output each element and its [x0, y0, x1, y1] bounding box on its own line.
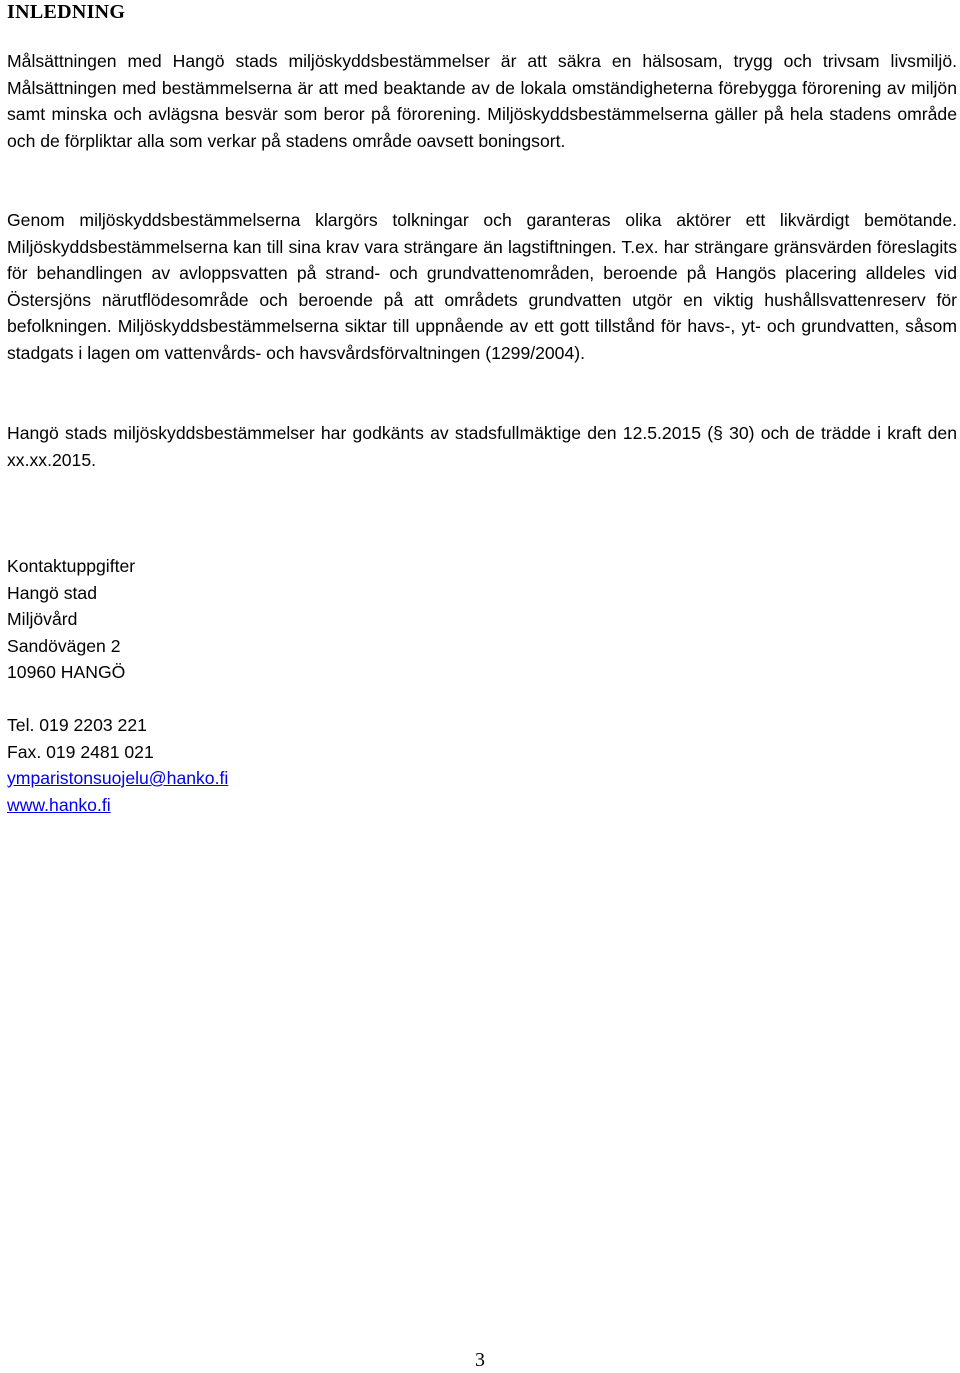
email-link[interactable]: ymparistonsuojelu@hanko.fi	[7, 768, 229, 788]
contact-fax: Fax. 019 2481 021	[7, 741, 154, 762]
contact-postal: 10960 HANGÖ	[7, 662, 126, 682]
contact-title: Kontaktuppgifter	[7, 556, 136, 576]
contact-organization: Hangö stad	[7, 582, 97, 603]
paragraph-interpretation: Genom miljöskyddsbestämmelserna klargörs tolkningar och garanteras olika aktörer ett likvärdigt bemötande. Miljöskyddsbestämmelserna kan till sina krav vara strängare än lagstiftningen. T.ex. har strängare gränsvärden föreslagits för behandlingen av avloppsvatten på strand- och grundvattenområden, beroende på Hangös placering alldeles vid Östersjöns närutflödesområde och beroende på att områdets grundvatten utgör en viktig hushållsvattenreserv för befolkningen. Miljöskyddsbestämmelserna siktar till uppnående av ett gott tillstånd för havs-, yt- och grundvatten, såsom stadgats i lagen om vattenvårds- och havsvårdsförvaltningen (1299/2004).	[7, 210, 957, 363]
paragraph-purpose: Målsättningen med Hangö stads miljöskyddsbestämmelser är att säkra en hälsosam, trygg och trivsam livsmiljö. Målsättningen med bestämmelserna är att med beaktande av de lokala omständigheterna förebygga förorening av miljön samt minska och avlägsna besvär som beror på förorening. Miljöskyddsbestämmelserna gäller på hela stadens område och de förpliktar alla som verkar på stadens område oavsett boningsort.	[7, 51, 957, 151]
contact-block	[7, 553, 228, 818]
page-number: 3	[475, 1349, 485, 1371]
contact-department: Miljövård	[7, 609, 78, 629]
contact-street: Sandövägen 2	[7, 635, 121, 656]
paragraph-approval: Hangö stads miljöskyddsbestämmelser har godkänts av stadsfullmäktige den 12.5.2015 (§ 30) och de trädde i kraft den xx.xx.2015.	[7, 423, 957, 470]
contact-phone: Tel. 019 2203 221	[7, 715, 147, 735]
contact-spacer	[7, 686, 228, 713]
section-heading: INLEDNING	[7, 1, 126, 23]
website-link[interactable]: www.hanko.fi	[7, 794, 111, 815]
